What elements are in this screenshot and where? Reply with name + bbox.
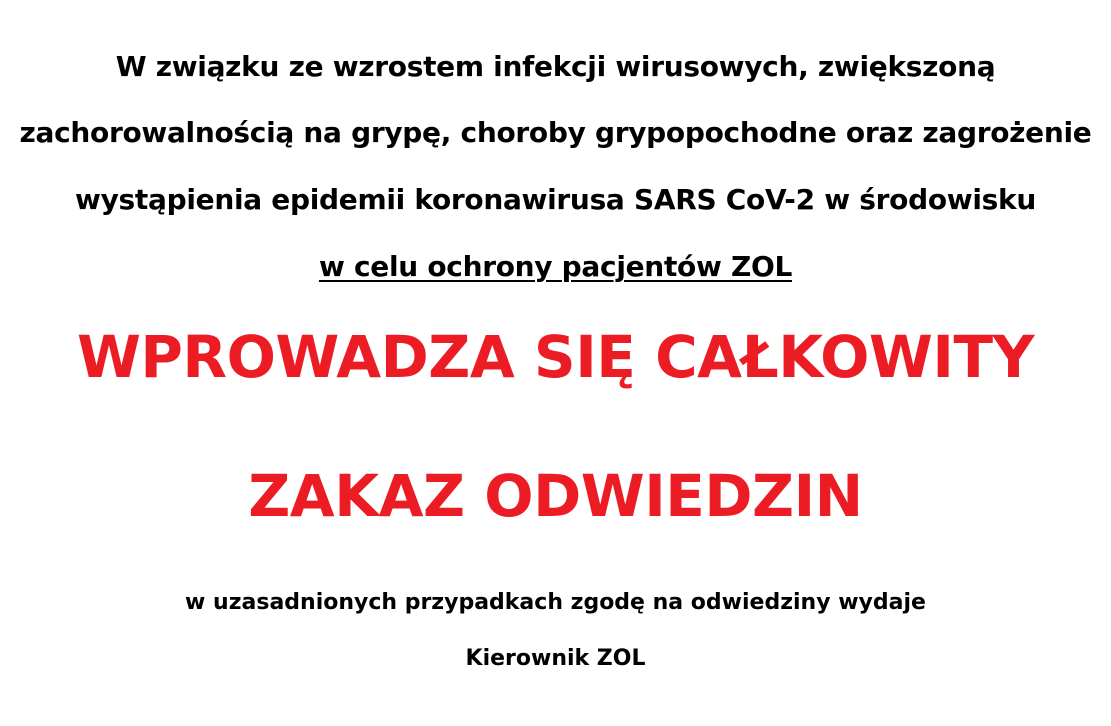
headline-line-2: ZAKAZ ODWIEDZIN	[248, 462, 863, 530]
intro-line-2: zachorowalnością na grypę, choroby grypopochodne oraz zagrożenie	[19, 116, 1092, 149]
headline-line-1: WPROWADZA SIĘ CAŁKOWITY	[76, 323, 1035, 391]
intro-line-3: wystąpienia epidemii koronawirusa SARS CoV-2 w środowisku	[75, 183, 1036, 216]
intro-line-4-underlined: w celu ochrony pacjentów ZOL	[318, 250, 793, 283]
footer-line-2: Kierownik ZOL	[465, 646, 646, 671]
intro-line-1: W związku ze wzrostem infekcji wirusowych, zwiększoną	[115, 50, 996, 83]
footer-line-1: w uzasadnionych przypadkach zgodę na odwiedziny wydaje	[185, 590, 926, 615]
